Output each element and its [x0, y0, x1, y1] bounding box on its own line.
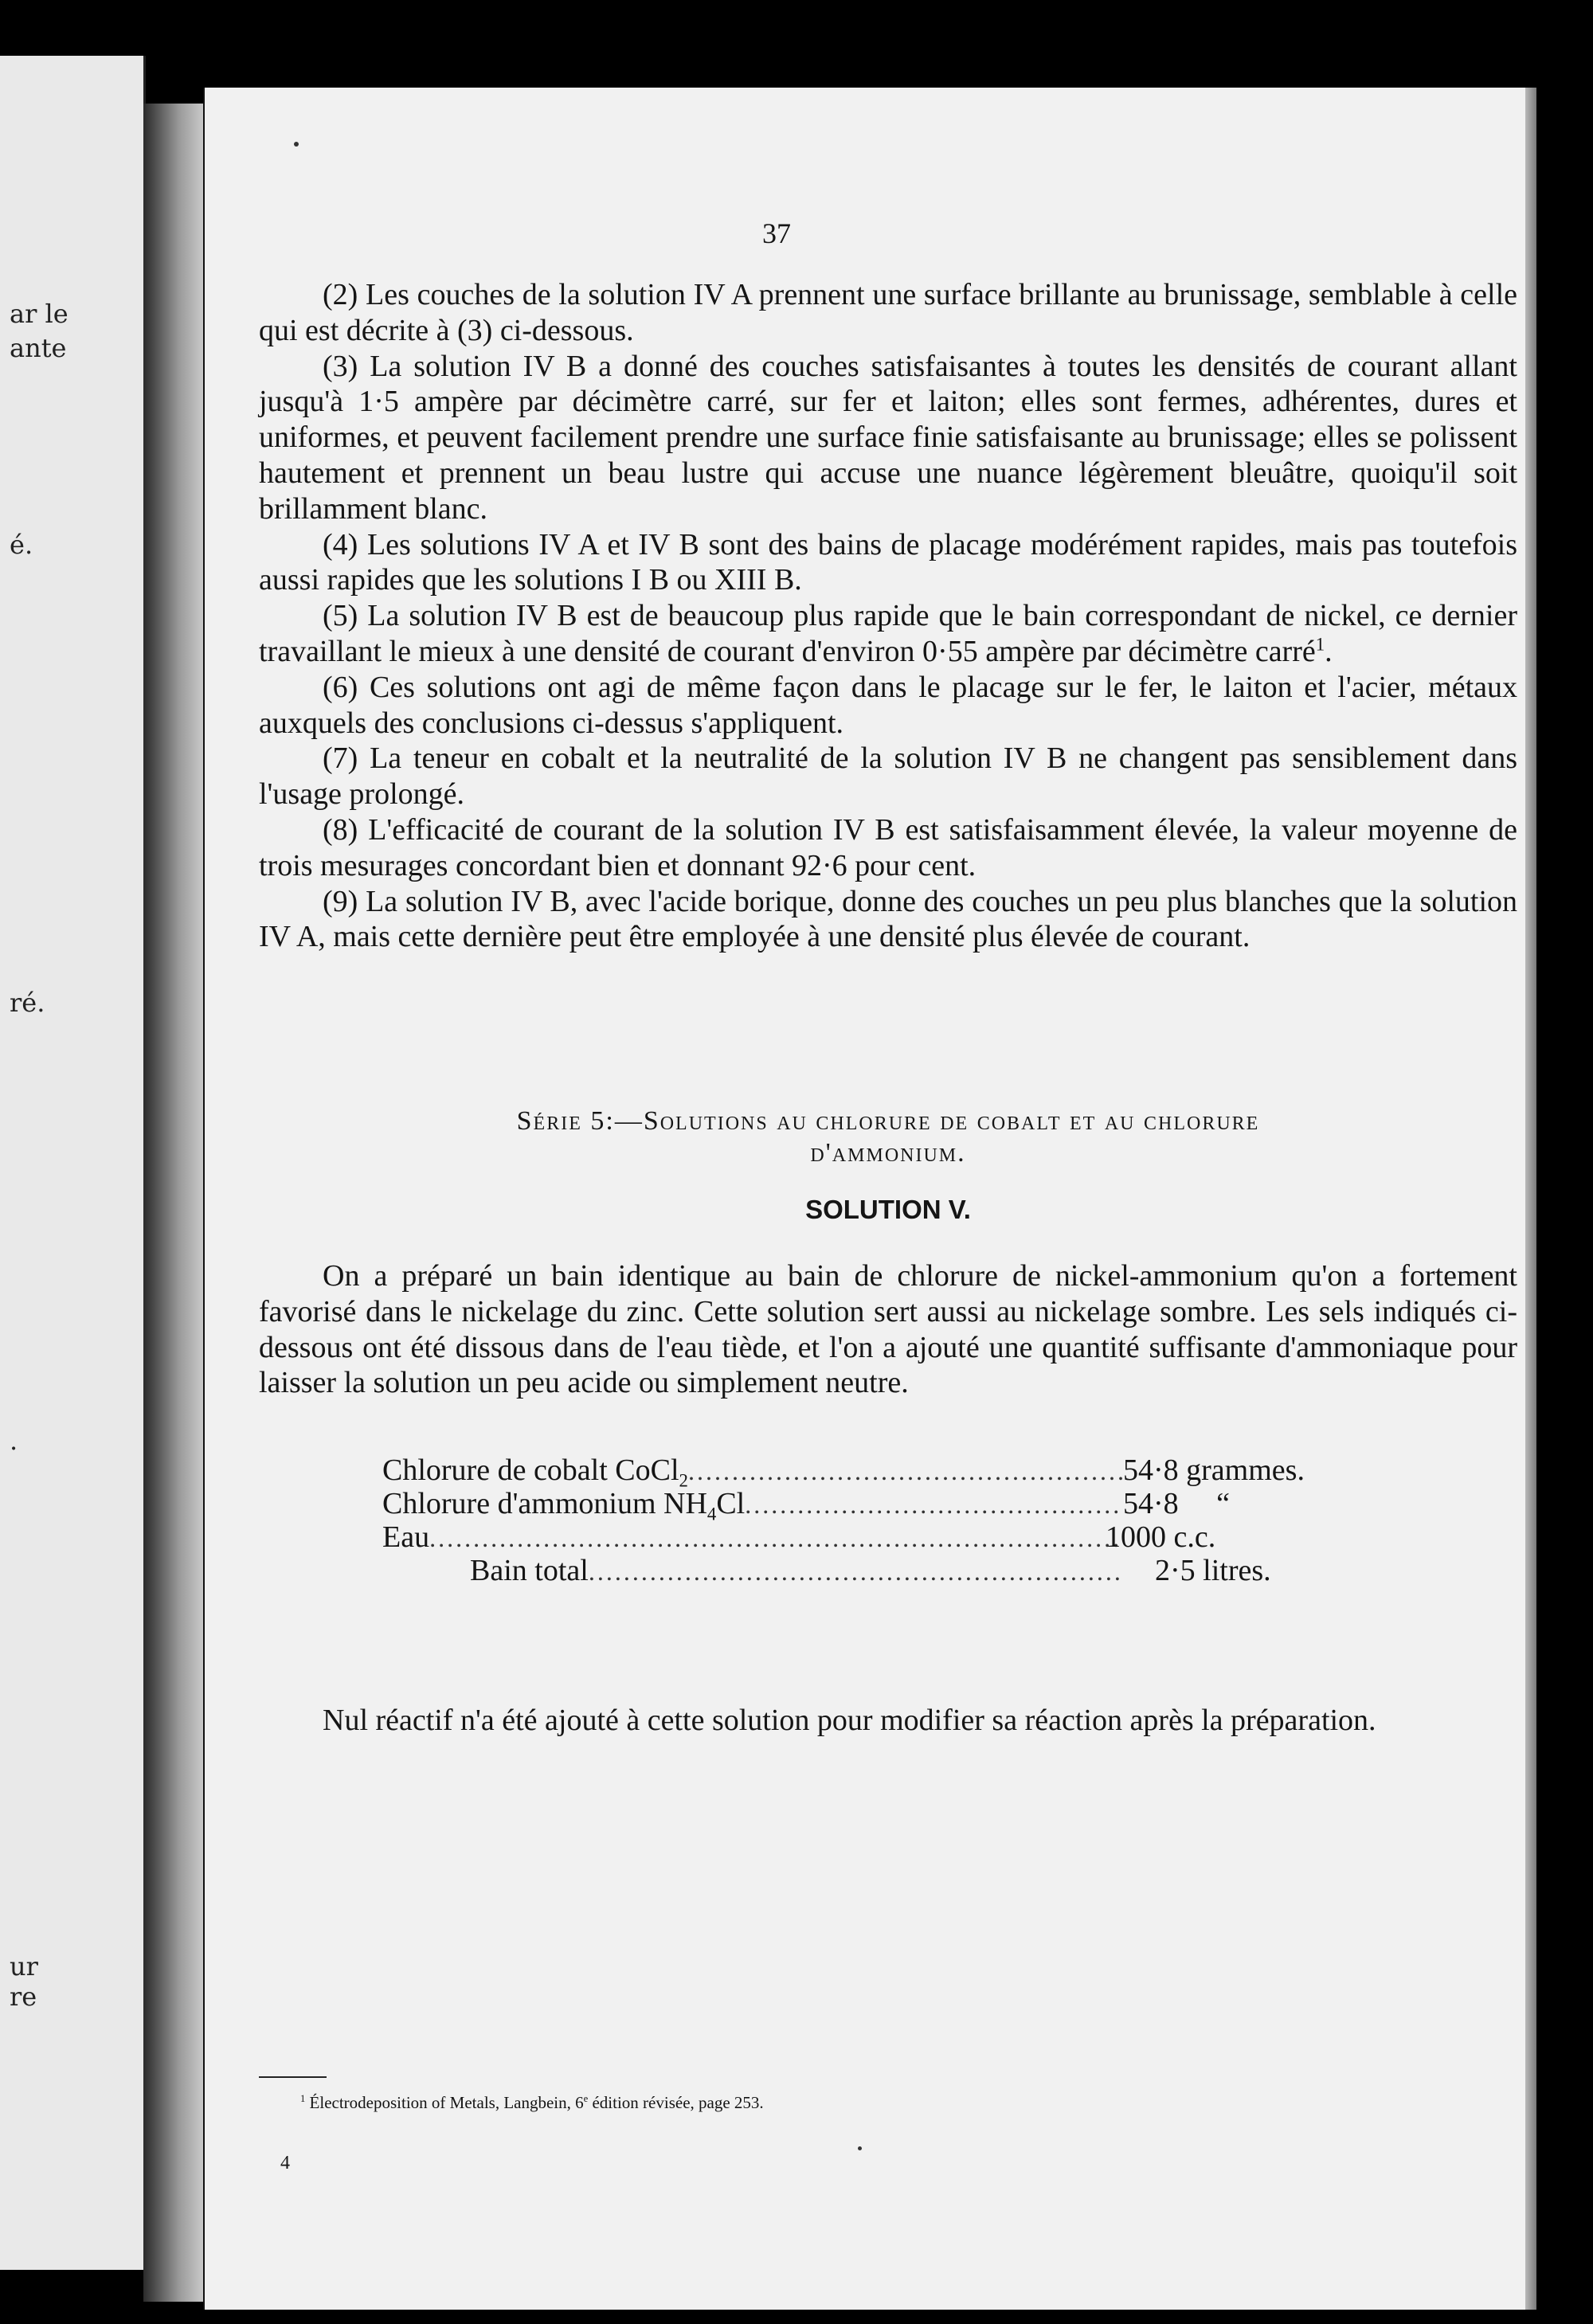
footnote-text-tail: édition révisée, page 253.: [588, 2093, 764, 2112]
left-fragment-2: ante: [10, 333, 67, 363]
main-page: [203, 88, 1527, 2310]
recipe-item-name: Eau: [382, 1520, 430, 1554]
paragraph-5-text: (5) La solution IV B est de beaucoup plus rapide que le bain correspondant de nickel, ce dernier travaillant le mieux à une densité de courant d'environ 0·55 ampère par décimètre carré: [259, 599, 1517, 668]
solution-paragraph: On a préparé un bain identique au bain de chlorure de nickel-ammonium qu'on a fortement favorisé dans le nickelage du zinc. Cette solution sert aussi au nickelage sombre. Les sels indiqués ci-dessous ont été dissous dans de l'eau tiède, et l'on a ajouté une quantité suffisante d'ammoniaque pour laisser la solution un peu acide ou simplement neutre.: [259, 1259, 1517, 1400]
recipe-row-total: [382, 1555, 1338, 1588]
serie-heading-line-1: Série 5:—Solutions au chlorure de cobalt et au chlorure: [516, 1106, 1260, 1136]
paragraph-2: (2) Les couches de la solution IV A prennent une surface brillante au brunissage, semblable à celle qui est décrite à (3) ci-dessous.: [259, 278, 1517, 347]
formula-subscript: 2: [679, 1470, 688, 1491]
paragraph-5: (5) La solution IV B est de beaucoup plus rapide que le bain correspondant de nickel, ce dernier travaillant le mieux à une densité de courant d'environ 0·55 ampère par décimètre carré$^1$.: [259, 599, 1517, 668]
recipe-item-label: Chlorure d'ammonium NH: [382, 1487, 707, 1520]
signature-mark: 4: [280, 2153, 290, 2173]
dot-leader: [745, 1489, 1123, 1521]
serie-heading-line-2: d'ammonium.: [810, 1138, 966, 1168]
serie-heading: [259, 1105, 1517, 1169]
left-fragment-4: ré.: [10, 988, 45, 1018]
page-number: 37: [762, 217, 791, 249]
recipe-row: [382, 1487, 1338, 1524]
recipe-item-value: 54·8 “: [1123, 1487, 1231, 1520]
recipe-item-name: [382, 1453, 688, 1491]
dot-leader: [589, 1555, 1123, 1588]
dot-leader: [429, 1522, 1123, 1555]
book-binding-gutter: [143, 104, 203, 2302]
solution-description: [259, 1258, 1517, 1401]
recipe-item-value: 54·8 grammes.: [1123, 1453, 1305, 1487]
paragraph-3: (3) La solution IV B a donné des couches satisfaisantes à toutes les densités de courant allant jusqu'à 1·5 ampère par décimètre carré, sur fer et laiton; elles sont fermes, adhérentes, dures et uniformes, et peuvent facilement prendre une surface finie satisfaisante au brunissage; elles se polissent hautement et prennent un beau lustre qui accuse une nuance légèrement bleuâtre, quoiqu'il soit brillamment blanc.: [259, 349, 1517, 526]
closing-paragraph: Nul réactif n'a été ajouté à cette solution pour modifier sa réaction après la préparation.: [323, 1704, 1376, 1737]
formula-subscript: 4: [706, 1504, 717, 1524]
page-edge: [1525, 88, 1536, 2310]
paragraph-6: (6) Ces solutions ont agi de même façon dans le placage sur le fer, le laiton et l'acier, métaux auxquels des conclusions ci-dessus s'appliquent.: [259, 670, 1517, 740]
recipe-item-name: [382, 1487, 746, 1524]
paragraph-9: (9) La solution IV B, avec l'acide borique, donne des couches un peu plus blanches que la solution IV A, mais cette dernière peut être employée à une densité plus élevée de courant.: [259, 884, 1517, 954]
paragraph-4: (4) Les solutions IV A et IV B sont des bains de placage modérément rapides, mais pas toutefois aussi rapides que les solutions I B ou XIII B.: [259, 527, 1517, 597]
dot-leader: [688, 1455, 1123, 1488]
recipe-item-label: Chlorure de cobalt CoCl: [382, 1453, 679, 1487]
closing-note: [259, 1703, 1517, 1739]
left-fragment-5: .: [10, 1426, 18, 1456]
footnote-marker: 1: [300, 2093, 306, 2104]
footnote-text: Électrodeposition of Metals, Langbein, 6: [309, 2093, 584, 2112]
recipe-item-value: 2·5 litres.: [1155, 1554, 1271, 1587]
left-fragment-7: re: [10, 1982, 37, 2012]
recipe-item-value: 1000 c.c.: [1106, 1520, 1216, 1554]
footnote-edition-sup: e: [583, 2093, 589, 2104]
results-paragraphs: [259, 277, 1517, 955]
footnote-reference: 1: [1315, 634, 1325, 655]
recipe-row: [382, 1521, 1338, 1555]
recipe-item-name: Bain total: [470, 1554, 589, 1587]
left-facing-page: [0, 56, 146, 2270]
left-fragment-1: ar le: [10, 299, 68, 329]
left-fragment-6: ur: [10, 1951, 38, 1982]
solution-heading: SOLUTION V.: [805, 1195, 971, 1224]
left-fragment-3: é.: [10, 530, 33, 560]
formula-tail: Cl: [716, 1487, 746, 1520]
footnote-rule: [259, 2076, 327, 2078]
recipe-row: [382, 1453, 1338, 1491]
footnote: [300, 2093, 764, 2113]
paragraph-8: (8) L'efficacité de courant de la solution IV B est satisfaisamment élevée, la valeur moyenne de trois mesurages concordant bien et donnant 92·6 pour cent.: [259, 812, 1517, 882]
recipe-table: [382, 1454, 1338, 1588]
paragraph-7: (7) La teneur en cobalt et la neutralité de la solution IV B ne changent pas sensiblement dans l'usage prolongé.: [259, 741, 1517, 812]
scan-speck: [858, 2146, 862, 2150]
scan-speck: [294, 142, 299, 147]
